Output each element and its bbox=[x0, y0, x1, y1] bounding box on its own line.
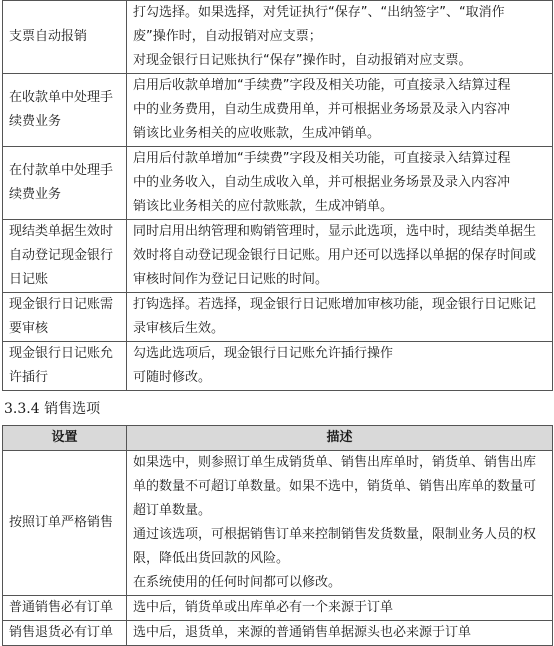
description-line: 可随时修改。 bbox=[133, 370, 212, 385]
description-line: 废”操作时，自动报销对应支票； bbox=[133, 29, 322, 44]
section-heading: 3.3.4 销售选项 bbox=[4, 401, 101, 417]
description-line: 打钩选择。若选择，现金银行日记账增加审核功能，现金银行日记账记 bbox=[133, 297, 537, 312]
table-row bbox=[3, 596, 553, 621]
sales-options-table bbox=[2, 425, 553, 646]
description-cell bbox=[127, 1, 553, 74]
setting-cell: 支票自动报销 bbox=[3, 1, 127, 74]
description-cell bbox=[127, 293, 553, 342]
description-line: 限，降低出货回款的风险。 bbox=[133, 551, 290, 566]
description-line: 对现金银行日记账执行“保存”操作时，自动报销对应支票。 bbox=[133, 53, 472, 68]
table-row bbox=[3, 74, 553, 147]
setting-cell: 普通销售必有订单 bbox=[3, 596, 127, 621]
setting-cell: 现金银行日记账允许插行 bbox=[3, 342, 127, 391]
description-line: 如果选中，则参照订单生成销货单、销售出库单时，销货单、销售出库 bbox=[133, 455, 537, 470]
description-cell bbox=[127, 621, 553, 646]
description-line: 审核时间作为登记日记账的时间。 bbox=[133, 272, 329, 287]
setting-cell: 在收款单中处理手续费业务 bbox=[3, 74, 127, 147]
description-cell bbox=[127, 220, 553, 293]
description-line: 勾选此选项后，现金银行日记账允许插行操作 bbox=[133, 346, 394, 361]
table-row bbox=[3, 1, 553, 74]
setting-cell: 销售退货必有订单 bbox=[3, 621, 127, 646]
description-line: 销该比业务相关的应付款账款，生成冲销单。 bbox=[133, 199, 394, 214]
setting-cell: 在付款单中处理手续费业务 bbox=[3, 147, 127, 220]
column-header-description: 描述 bbox=[127, 426, 553, 451]
description-line: 录审核后生效。 bbox=[133, 321, 225, 336]
setting-cell: 现金银行日记账需要审核 bbox=[3, 293, 127, 342]
table-row bbox=[3, 342, 553, 391]
description-line: 销该比业务相关的应收账款，生成冲销单。 bbox=[133, 126, 381, 141]
description-cell bbox=[127, 342, 553, 391]
description-cell bbox=[127, 147, 553, 220]
column-header-setting: 设置 bbox=[3, 426, 127, 451]
table-row bbox=[3, 621, 553, 646]
setting-cell: 按照订单严格销售 bbox=[3, 451, 127, 596]
description-line: 启用后收款单增加“手续费”字段及相关功能，可直接录入结算过程 bbox=[133, 78, 511, 93]
description-line: 选中后，退货单，来源的普通销售单据源头也必来源于订单 bbox=[133, 625, 472, 640]
description-line: 选中后，销货单或出库单必有一个来源于订单 bbox=[133, 600, 394, 615]
description-line: 通过该选项，可根据销售订单来控制销售发货数量，限制业务人员的权 bbox=[133, 527, 537, 542]
table-header-row bbox=[3, 426, 553, 451]
table-row bbox=[3, 293, 553, 342]
description-line: 启用后付款单增加“手续费”字段及相关功能，可直接录入结算过程 bbox=[133, 151, 511, 166]
description-line: 同时启用出纳管理和购销管理时，显示此选项，选中时，现结类单据生 bbox=[133, 224, 537, 239]
table-row bbox=[3, 147, 553, 220]
description-line: 打勾选择。如果选择，对凭证执行“保存”、“出纳签字”、“取消作 bbox=[133, 5, 505, 20]
table-row bbox=[3, 220, 553, 293]
description-line: 中的业务费用，自动生成费用单，并可根据业务场景及录入内容冲 bbox=[133, 102, 511, 117]
description-line: 单的数量不可超订单数量。如果不选中，销货单、销售出库单的数量可 bbox=[133, 479, 537, 494]
description-line: 超订单数量。 bbox=[133, 503, 212, 518]
description-line: 效时将自动登记现金银行日记账。用户还可以选择以单据的保存时间或 bbox=[133, 248, 537, 263]
description-cell bbox=[127, 596, 553, 621]
description-cell bbox=[127, 451, 553, 596]
table-row bbox=[3, 451, 553, 596]
description-line: 在系统使用的任何时间都可以修改。 bbox=[133, 575, 342, 590]
description-line: 中的业务收入，自动生成收入单，并可根据业务场景及录入内容冲 bbox=[133, 175, 511, 190]
description-cell bbox=[127, 74, 553, 147]
options-table-continued bbox=[2, 0, 553, 391]
setting-cell: 现结类单据生效时自动登记现金银行日记账 bbox=[3, 220, 127, 293]
